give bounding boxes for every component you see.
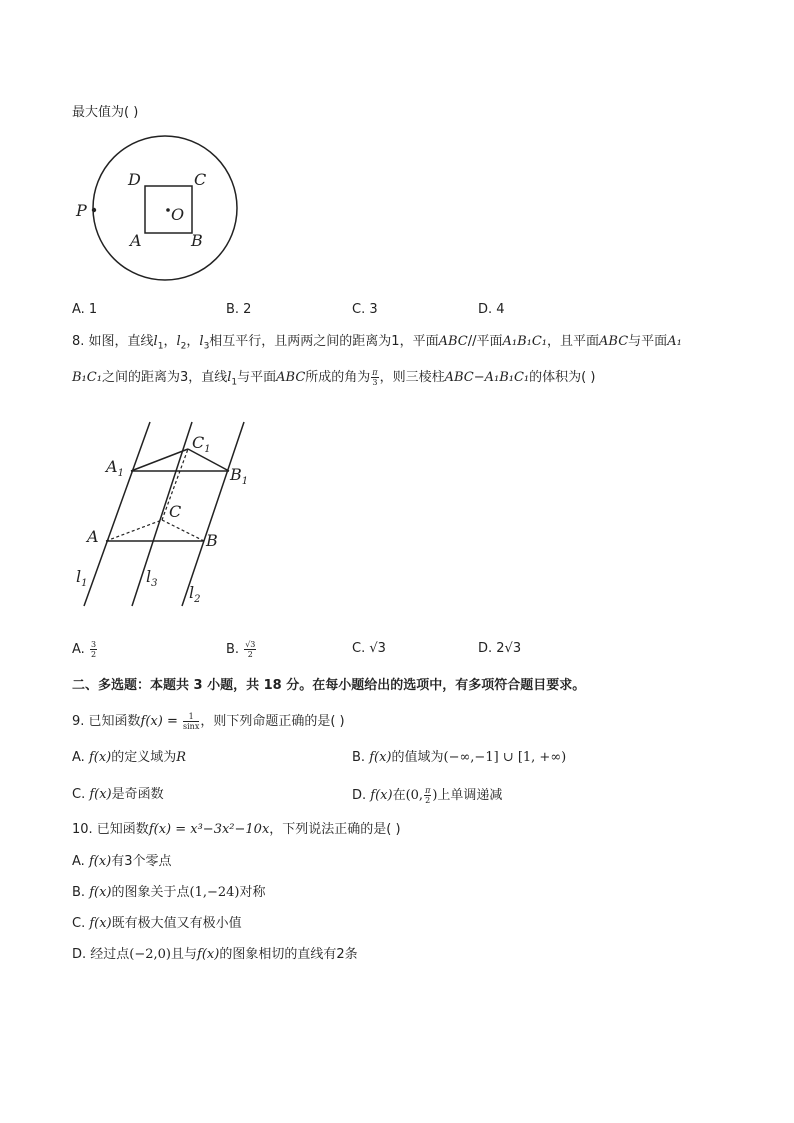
label-a1: $A_1$ <box>106 457 124 479</box>
q9-option-b: B. f(x)的值域为(−∞,−1] ∪ [1, +∞) <box>352 750 567 765</box>
label-l3: $l_3$ <box>146 567 158 589</box>
q7-option-b: B. 2 <box>226 302 252 317</box>
edge-b-c <box>162 520 204 541</box>
q10-option-a: A. f(x)有3个零点 <box>72 854 172 869</box>
section-2-heading: 二、多选题：本题共 3 小题，共 18 分。在每小题给出的选项中，有多项符合题目要求。 <box>72 678 586 693</box>
label-b: B <box>191 231 203 250</box>
q7-option-c: C. 3 <box>352 302 378 317</box>
q10-stem: 10. 已知函数f(x) = x³−3x²−10x，下列说法正确的是( ) <box>72 822 401 837</box>
q7-option-d: D. 4 <box>478 302 505 317</box>
label-d: D <box>128 170 141 189</box>
q7-option-a: A. 1 <box>72 302 98 317</box>
q9-option-d: D. f(x)在(0, $\frac{\pi}{2}$ )上单调递减 <box>352 786 503 805</box>
fraction-pi-over-3: $\frac{\pi}{3}$ <box>372 368 378 387</box>
figure-prism <box>72 416 262 611</box>
q10-option-b: B. f(x)的图象关于点(1,−24)对称 <box>72 885 266 900</box>
circle <box>93 136 237 280</box>
label-b: B <box>206 531 218 550</box>
label-b1: $B_1$ <box>230 465 249 487</box>
figure-circle-square <box>70 134 250 284</box>
q9-stem: 9. 已知函数f(x) = $\frac{1}{\sin x}$ ，则下列命题正确的是( ) <box>72 712 345 731</box>
q8-line-2: B₁C₁之间的距离为3，直线$l_1$与平面ABC所成的角为 $\frac{\pi}{3}$ ，则三棱柱ABC−A₁B₁C₁的体积为( ) <box>72 368 596 388</box>
label-l1: $l_1$ <box>76 567 88 589</box>
q10-option-d: D. 经过点(−2,0)且与f(x)的图象相切的直线有2条 <box>72 947 358 962</box>
label-o: O <box>171 205 185 224</box>
point-o <box>166 208 170 212</box>
label-c: C <box>169 502 182 521</box>
q8-line-1: 8. 如图，直线$l_1$，$l_2$，$l_3$相互平行，且两两之间的距离为1，平面ABC//平面A₁B₁C₁，且平面ABC与平面A₁ <box>72 334 682 352</box>
q8-option-c: C. √3 <box>352 641 386 656</box>
label-l2: $l_2$ <box>189 583 201 605</box>
label-c1: $C_1$ <box>192 433 211 455</box>
q8-option-a: A. $\frac{3}{2}$ <box>72 640 97 659</box>
q9-option-c: C. f(x)是奇函数 <box>72 787 164 802</box>
label-p: P <box>76 201 87 220</box>
line-l1 <box>84 422 150 606</box>
point-p <box>92 208 96 212</box>
q10-option-c: C. f(x)既有极大值又有极小值 <box>72 916 242 931</box>
q9-option-a: A. f(x)的定义域为R <box>72 750 187 765</box>
q8-option-d: D. 2√3 <box>478 641 522 656</box>
q7-tail-text: 最大值为( ) <box>72 105 139 120</box>
label-a: A <box>130 231 142 250</box>
line-l3 <box>132 422 192 606</box>
q8-option-b: B. $\frac{√3}{2}$ <box>226 640 256 659</box>
label-c: C <box>194 170 207 189</box>
label-a: A <box>87 527 99 546</box>
